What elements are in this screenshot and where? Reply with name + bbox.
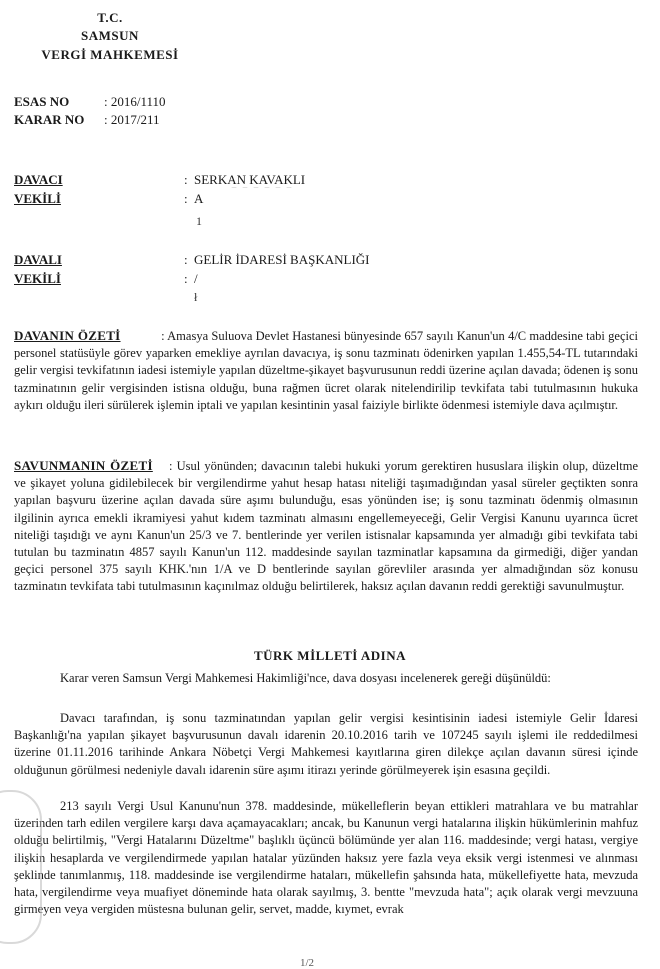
vekili-label-2: VEKİLİ [14,271,61,286]
davaci-value: SERKAN KAVAKLI [194,172,306,187]
vekili-colon-1: : [184,191,188,206]
davali-colon: : [184,252,188,267]
header-court: VERGİ MAHKEMESİ [41,47,179,62]
vekili-label-1: VEKİLİ [14,191,61,206]
esas-no-label: ESAS NO [14,94,70,109]
savunmanin-ozeti-label: SAVUNMANIN ÖZETİ [14,458,153,473]
savunmanin-ozeti-text: : Usul yönünden; davacının talebi hukuki yorum gerektiren hususlara ilişkin olup, düzeltme ve şikayet yoluna gidilebilecek bir vergilendirme yahut hesap hatası niteliği taşımadığından yasal süreler geçtikten sonra yapılan başvuru üzerine açılan davada süre aşımı bulunduğu, esas yönünden ise; iş sonu tazminatı ödenmiş olmasının ilgilinin ayrıca emekli ikramiyesi yahut kıdem tazminatı almasını engellemeyeceği, Gelir Vergisi Kanunu uyarınca ücret niteliği taşıdığı ve aynı Kanun'un 25/3 ve 7. bentlerinde yer verilen istisnalar kapsamında yer almadığı gibi tevkifata tabi tutulan bu tazminatın 4857 sayılı Kanun'un 112. maddesinde sayılan tazminatlar kapsamına da girmediği, diğer yandan geçici personel 375 sayılı KHK.'nın 1/A ve D bentlerinde sayılan görevliler arasında yer almadığından söz konusu tazminatın tevkifata tabi tutulmasının kaçınılmaz olduğu belirtilerek, haksız açılan davanın reddi gerektiği savunulmuştur. [14,459,639,594]
davali-value: GELİR İDARESİ BAŞKANLIĞI [194,252,370,267]
karar-no-row [14,112,160,128]
body-paragraph-1: Karar veren Samsun Vergi Mahkemesi Hakimliği'nce, dava dosyası incelenerek gereği düşünüldü: [60,671,551,685]
davanin-ozeti-label: DAVANIN ÖZETİ [14,328,121,343]
esas-no-value: : 2016/1110 [104,94,166,109]
header-tc: T.C. [97,10,123,25]
davaci-colon: : [184,172,188,187]
vekili-value-2: / [194,271,198,286]
esas-no-row [14,94,166,110]
redacted-fragment-2: ł [194,290,198,304]
page-number: 1/2 [300,957,315,969]
davaci-label: DAVACI [14,172,63,187]
vekili-colon-2: : [184,271,188,286]
vekili-value-1: A [194,191,204,206]
savunmanin-ozeti-paragraph [14,457,638,596]
header-city: SAMSUN [81,28,139,43]
body-paragraph-2: Davacı tarafından, iş sonu tazminatından yapılan gelir vergisi kesintisinin iadesi istemiyle Gelir İdaresi Başkanlığı'na yapılan şikayet başvurusunun davalı idarenin 20.10.2016 tarih ve 107245 sayılı işlemi ile reddedilmesi üzerine 01.11.2016 tarihinde Ankara Nöbetçi Vergi Mahkemesi kayıtlarına giren dilekçe açılan davanın süresi içinde olduğunun görülmesi nedeniyle davalı idarenin süre aşımı itirazı yerinde görülmeyerek işin esasına geçildi. [14,711,638,777]
stamp-seal [0,790,42,944]
davali-label: DAVALI [14,252,62,267]
redacted-fragment-1: 1 [196,214,202,228]
davanin-ozeti-paragraph [14,327,638,414]
karar-no-label: KARAR NO [14,112,85,127]
karar-no-value: : 2017/211 [104,112,160,127]
davanin-ozeti-text: : Amasya Suluova Devlet Hastanesi bünyesinde 657 sayılı Kanun'un 4/C maddesine tabi geçici personel statüsüyle görev yaparken emekliye ayrılan davacıya, iş sonu tazminatı ödenirken yapılan 1.455,54-TL tutarındaki gelir vergisi tevkifatının iadesi istemiyle yapılan düzeltme-şikayet başvurusunun reddi üzerine açılan davada; ödenen iş sonu tazminatının gelir vergisinden istisna olduğu, buna rağmen ücret olarak nitelendirilip tevkifata tabi tutulmasının hukuka aykırı olduğu ileri sürülerek işlemin iptali ve yapılan kesintinin yasal faiziyle birlikte ödenmesi istemiyle dava açılmıştır. [14,329,639,412]
decision-title: TÜRK MİLLETİ ADINA [253,648,407,663]
redacted-mark: ‾ ‾ ‾ ‾ ‾ ‾ [232,186,293,200]
body-paragraph-3: 213 sayılı Vergi Usul Kanunu'nun 378. maddesinde, mükelleflerin beyan ettikleri matrahlara ve bu matrahlar üzerinden tarh edilen vergilere karşı dava açamayacakları; ancak, bu Kanunun vergi hatalarına ilişkin hükümlerinin mahfuz olduğu belirtilmiş, "Vergi Hatalarını Düzeltme" başlıklı üçüncü bölümünde yer alan 116. maddesinde; vergi hatası, vergiye ilişkin hesaplarda ve vergilendirmede yapılan hatalar yüzünden haksız yere fazla veya eksik vergi istenmesi ve alınması şeklinde tanımlanmış, 118. maddesinde ise vergilendirme hataları, mükellefin şahsında hata, mükellefiyette hata, mevzuda hata, vergilendirme veya muafiyet döneminde hata olarak sayılmış, 3. bentte "mevzuda hata"; açık olarak vergi mevzuuna girmeyen veya vergiden müstesna bulunan gelir, servet, madde, kıymet, evrak [14,799,638,917]
